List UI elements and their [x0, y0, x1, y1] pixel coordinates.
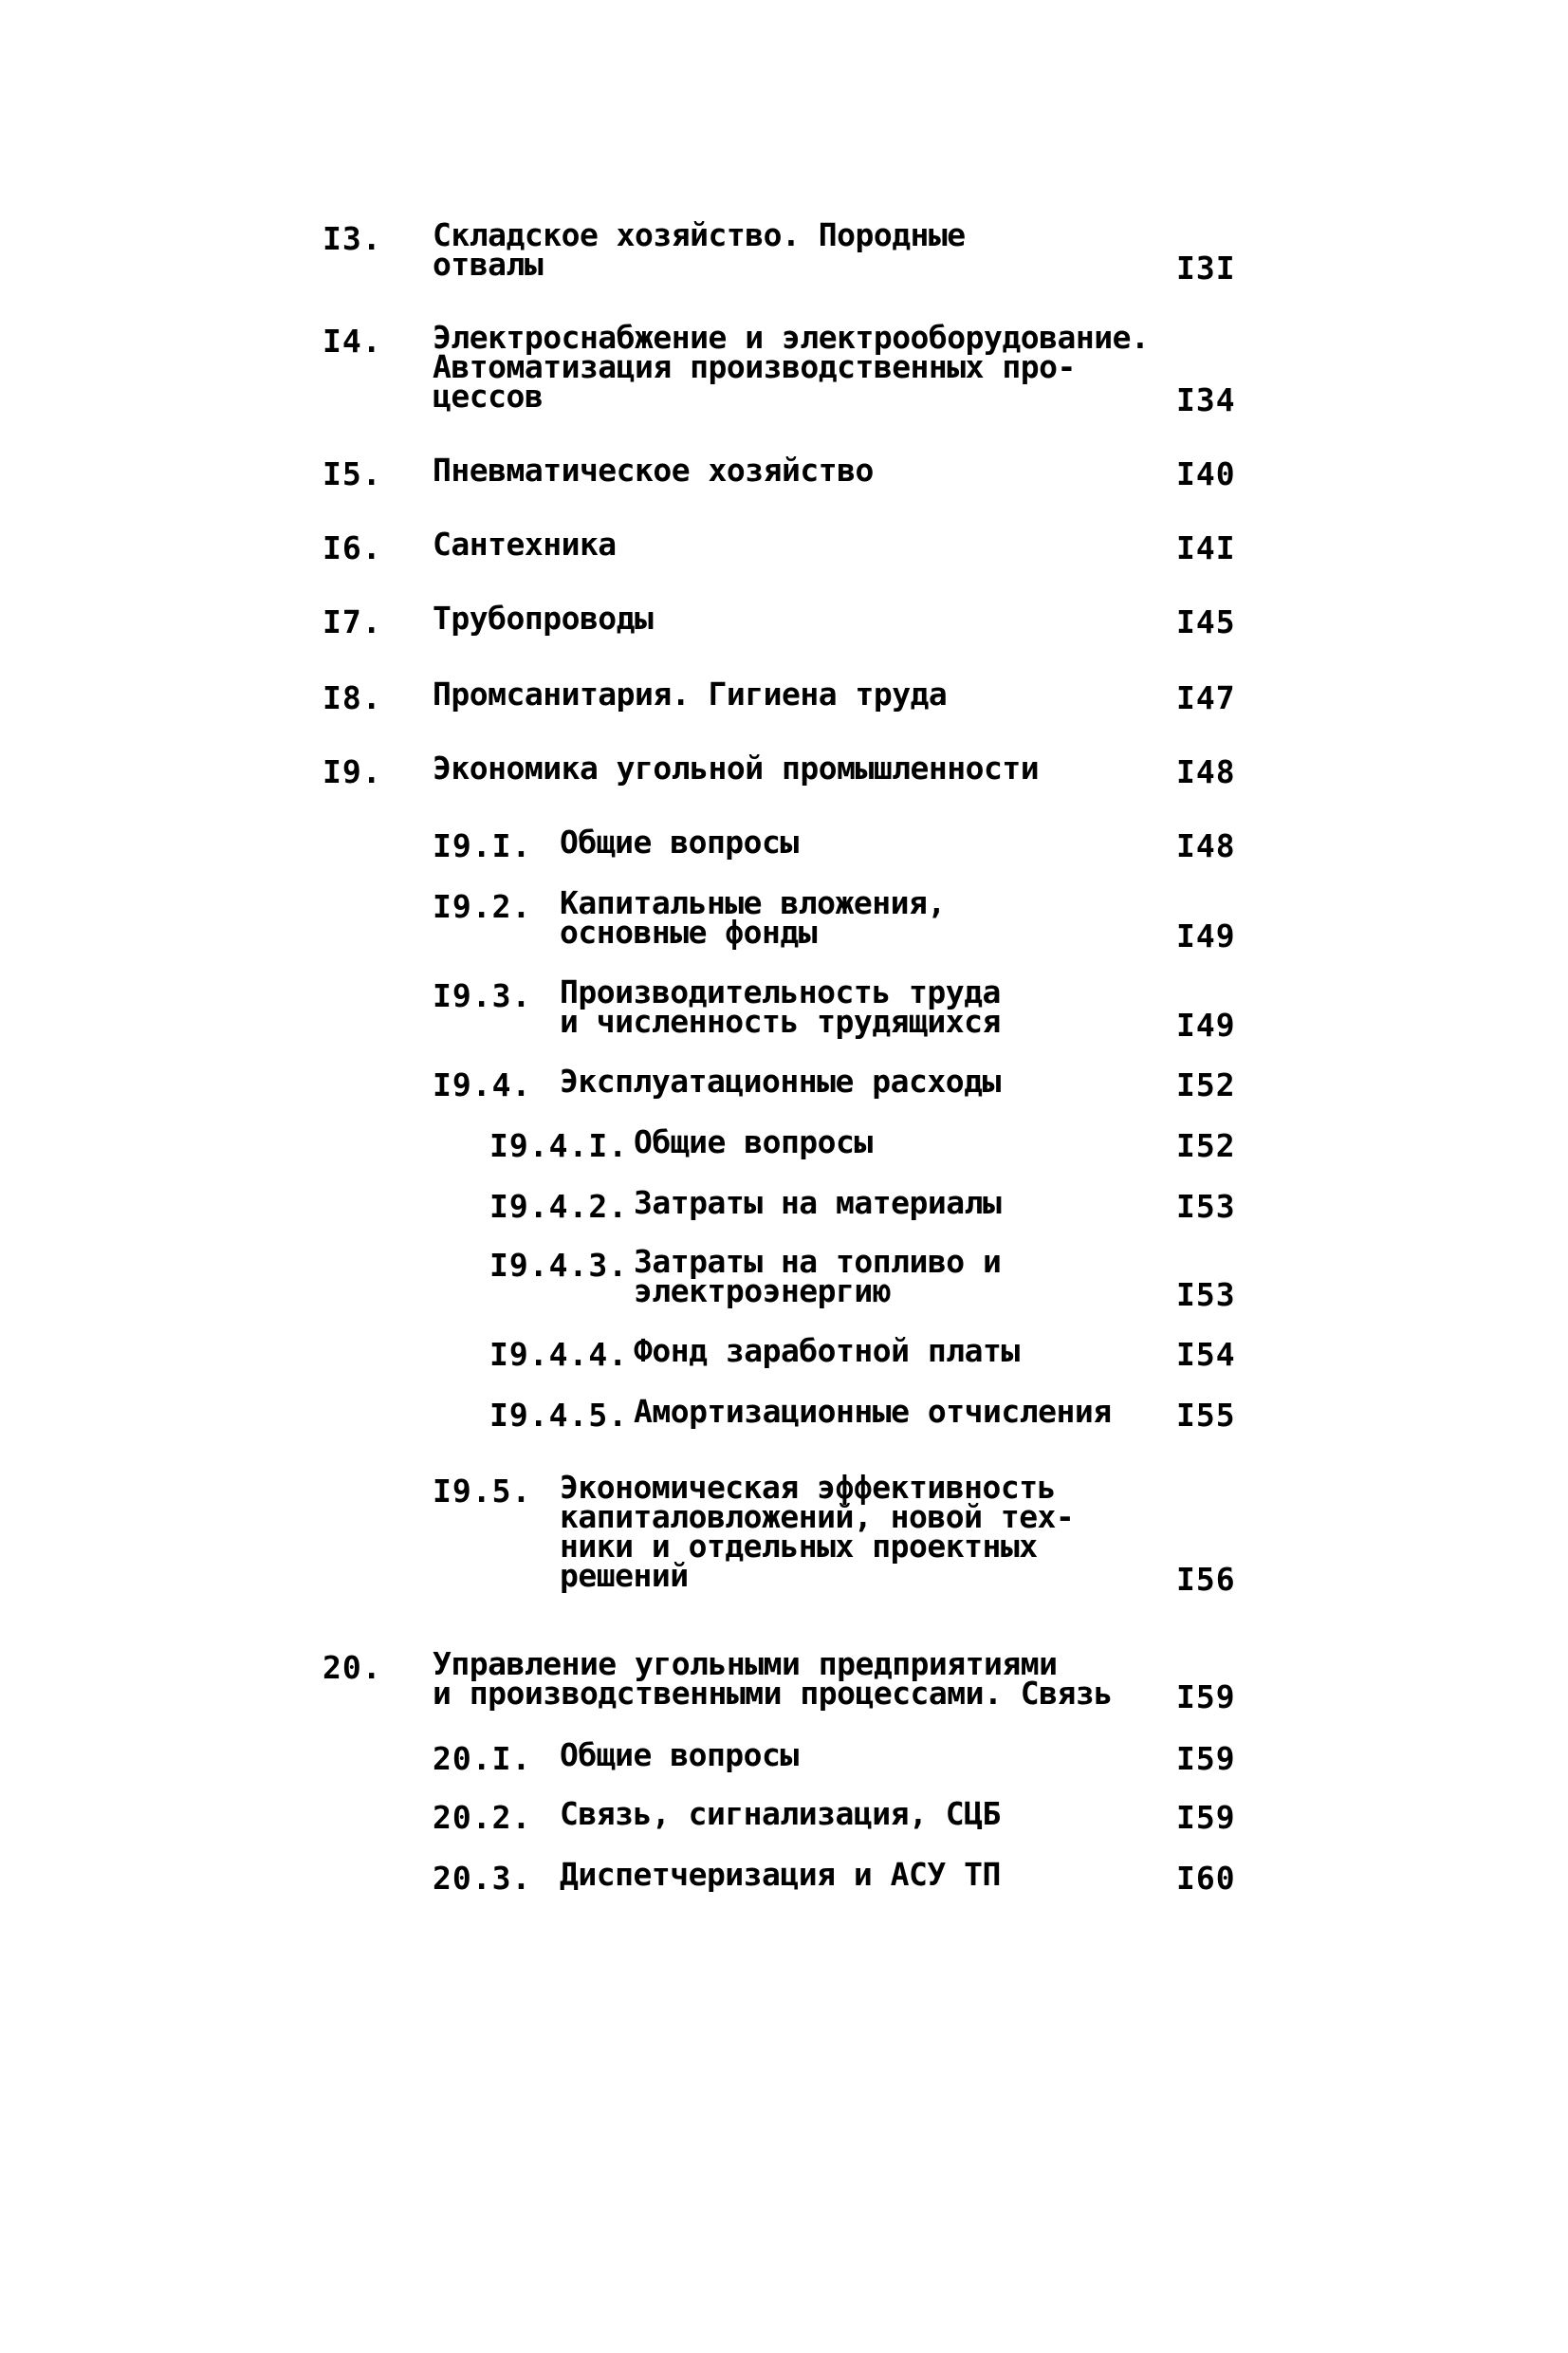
- toc-entry-number: I9.4.3.: [489, 1247, 629, 1284]
- toc-entry-page: I52: [1176, 1066, 1236, 1103]
- toc-entry-page: I34: [1176, 381, 1236, 418]
- toc-entry-title: Экономическая эффективность капиталовложений, новой тех- ники и отдельных проектных решений: [560, 1469, 1075, 1594]
- toc-entry-page: I48: [1176, 753, 1236, 790]
- toc-entry-page: I52: [1176, 1127, 1236, 1164]
- toc-entry-title: Затраты на топливо и электроэнергию: [634, 1243, 1002, 1309]
- toc-entry-number: I3.: [323, 220, 382, 257]
- toc-entry-page: I3I: [1176, 250, 1236, 287]
- toc-entry-title: Экономика угольной промышленности: [433, 750, 1040, 787]
- toc-entry-title: Электроснабжение и электрооборудование. Автоматизация производственных про- цессов: [433, 319, 1150, 415]
- toc-entry-title: Диспетчеризация и АСУ ТП: [560, 1856, 1001, 1893]
- toc-entry-page: I48: [1176, 827, 1236, 864]
- toc-entry-number: I9.: [323, 753, 382, 790]
- toc-entry-page: I56: [1176, 1561, 1236, 1598]
- toc-entry-number: I9.4.2.: [489, 1188, 629, 1225]
- toc-entry-title: Затраты на материалы: [634, 1184, 1002, 1221]
- toc-entry-number: I7.: [323, 603, 382, 640]
- toc-entry-page: I55: [1176, 1397, 1236, 1434]
- toc-entry-title: Производительность труда и численность трудящихся: [560, 973, 1001, 1040]
- toc-entry-number: I9.2.: [433, 888, 532, 925]
- toc-entry-title: Эксплуатационные расходы: [560, 1063, 1001, 1100]
- toc-entry-number: 20.3.: [433, 1860, 532, 1897]
- toc-entry-number: I9.I.: [433, 827, 532, 864]
- toc-entry-page: I54: [1176, 1336, 1236, 1373]
- toc-entry-number: I9.4.5.: [489, 1397, 629, 1434]
- toc-entry-page: I45: [1176, 603, 1236, 640]
- toc-entry-number: I4.: [323, 323, 382, 360]
- toc-entry-title: Сантехника: [433, 526, 617, 563]
- toc-entry-number: 20.: [323, 1649, 382, 1686]
- toc-entry-number: I9.5.: [433, 1473, 532, 1510]
- toc-entry-page: I4I: [1176, 529, 1236, 566]
- toc-entry-title: Общие вопросы: [560, 1736, 799, 1773]
- toc-entry-page: I49: [1176, 917, 1236, 954]
- toc-entry-number: I9.4.4.: [489, 1336, 629, 1373]
- toc-entry-title: Капитальные вложения, основные фонды: [560, 884, 946, 951]
- toc-entry-title: Связь, сигнализация, СЦБ: [560, 1795, 1001, 1832]
- toc-entry-title: Трубопроводы: [433, 600, 654, 637]
- toc-entry-number: I5.: [323, 455, 382, 492]
- toc-entry-number: I9.4.: [433, 1066, 532, 1103]
- toc-entry-title: Пневматическое хозяйство: [433, 452, 874, 489]
- toc-entry-number: I9.4.I.: [489, 1127, 629, 1164]
- toc-entry-page: I53: [1176, 1188, 1236, 1225]
- toc-entry-title: Амортизационные отчисления: [634, 1393, 1112, 1430]
- toc-entry-title: Общие вопросы: [634, 1123, 873, 1160]
- toc-entry-number: 20.I.: [433, 1740, 532, 1777]
- toc-entry-number: I6.: [323, 529, 382, 566]
- toc-entry-page: I59: [1176, 1799, 1236, 1836]
- toc-entry-title: Управление угольными предприятиями и производственными процессами. Связь: [433, 1645, 1113, 1712]
- toc-entry-page: I47: [1176, 679, 1236, 716]
- toc-entry-title: Складское хозяйство. Породные отвалы: [433, 216, 966, 283]
- toc-entry-title: Фонд заработной платы: [634, 1332, 1020, 1369]
- toc-entry-title: Общие вопросы: [560, 824, 799, 861]
- toc-entry-page: I40: [1176, 455, 1236, 492]
- toc-entry-number: I8.: [323, 679, 382, 716]
- toc-entry-number: 20.2.: [433, 1799, 532, 1836]
- toc-entry-page: I53: [1176, 1276, 1236, 1313]
- toc-entry-number: I9.3.: [433, 977, 532, 1014]
- toc-entry-page: I59: [1176, 1678, 1236, 1715]
- toc-entry-page: I49: [1176, 1007, 1236, 1044]
- toc-entry-page: I60: [1176, 1860, 1236, 1897]
- toc-entry-page: I59: [1176, 1740, 1236, 1777]
- toc-entry-title: Промсанитария. Гигиена труда: [433, 676, 948, 713]
